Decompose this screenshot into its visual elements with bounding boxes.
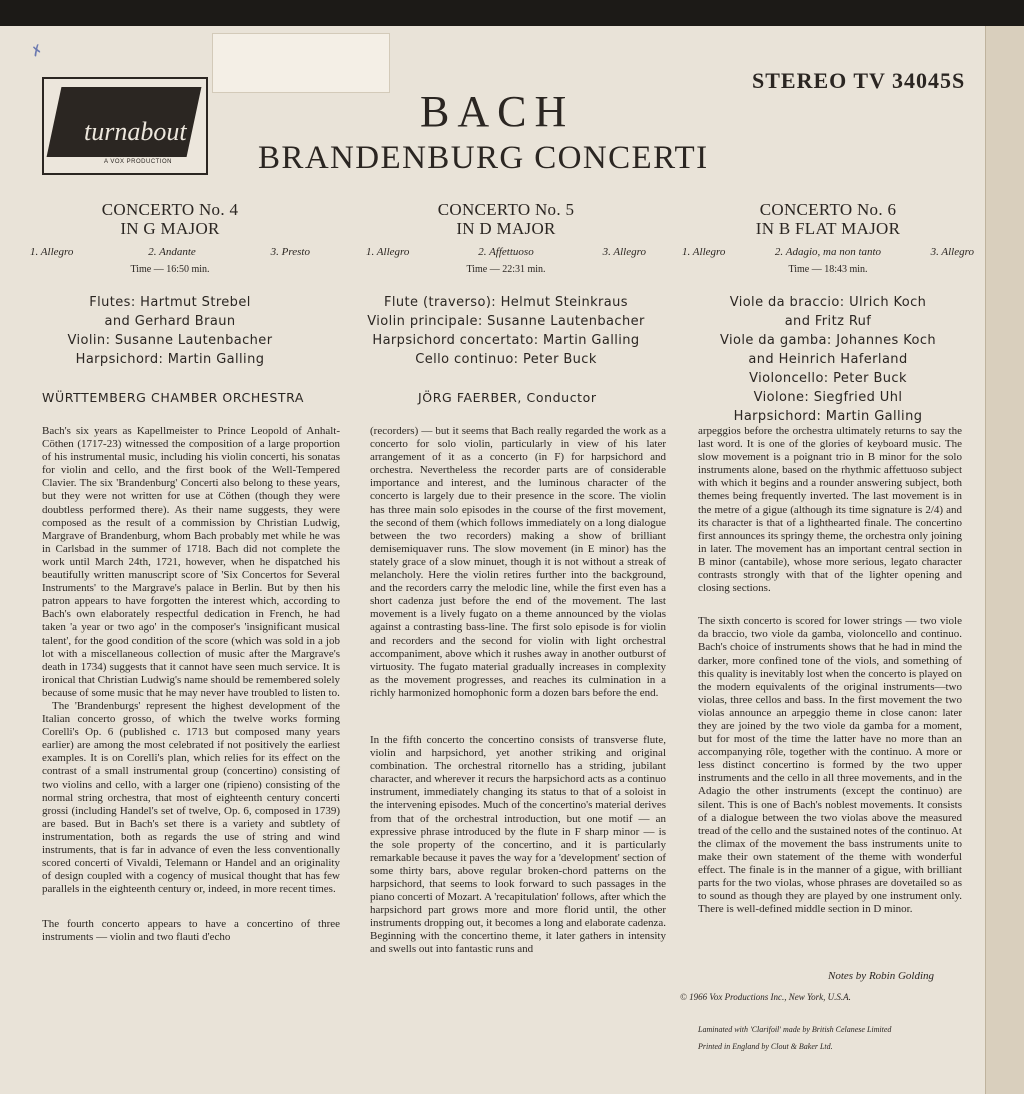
movement: 2. Andante: [148, 246, 196, 258]
movement: 2. Adagio, ma non tanto: [774, 246, 882, 258]
performer: Harpsichord: Martin Galling: [75, 352, 265, 367]
catalog-number: STEREO TV 34045S: [752, 68, 966, 93]
performer: and Heinrich Haferland: [748, 352, 908, 367]
price-sticker: [212, 33, 390, 93]
logo-subtitle: A VOX PRODUCTION: [104, 159, 173, 165]
movement-list: [356, 246, 656, 258]
performer: Violin principale: Susanne Lautenbacher: [367, 314, 645, 329]
performer: and Fritz Ruf: [784, 314, 872, 329]
performer: Viole da braccio: Ulrich Koch: [729, 295, 927, 310]
concerto-title: CONCERTO No. 6: [759, 200, 897, 219]
notes-paragraph: The 'Brandenburgs' represent the highest development of the Italian concerto grosso, of which the twelve works forming Corelli's Op. 6 (published c. 1713 but composed many years earlier) are among the most celebrated if not positively the earliest examples. It is on Corelli's plan, which relies for its effect on the contrast of a small instrumental group (concertino) consisting of two violins and cello, with a larger one (ripieno) consisting of the normal string orchestra, that most of eighteenth century concerti grossi (including Handel's set of twelve, Op. 6, composed in 1739) are based. But in Bach's set there is a variety and subtlety of instrumentation, both as regards the use of string and wind instruments, that is far in advance of even the less conventionally scored concerti of Vivaldi, Telemann or Handel and an originality of design coupled with a cogency of musical thought that has few parallels in the eighteenth century or, indeed, in more recent times.: [42, 699, 340, 896]
performer: Violoncello: Peter Buck: [749, 371, 907, 386]
notes-paragraph: The sixth concerto is scored for lower strings — two viole da braccio, two viole da gamba, violoncello and continuo. Bach's choice of instruments shows that he had in mind the darker, more confined tone of the viols, and something of this quality is inevitably lost when the concerto is played on the modern equivalents of the original instruments—two violas, three cellos and bass. In the first movement the two violas announce an arpeggio theme in close canon: later they are joined by the two viole da gamba for a moment, but for most of the time the latter have no more than an accompanying rôle, together with the continuo. A more or less distinct concertino is formed by the two upper instruments and the cello in all three movements, and in the Adagio the other instruments (except the continuo) are silent. This is one of Bach's noblest movements. It consists of a dialogue between the two violas above the measured tread of the cello and the sustained notes of the continuo. At the climax of the movement the bass instruments unite to make their own statement of the theme with wonderful effect. The finale is in the manner of a gigue, with brilliant parts for the two violas, whose phrases are dovetailed so as to sound as though they are played by one instrument only. There is well-defined middle section in D minor.: [698, 615, 962, 916]
notes-paragraph: In the fifth concerto the concertino consists of transverse flute, violin and harpsichord, yet another striking and original combination. The orchestral ritornello has a striding, jubilant character, and wherever it recurs the harpsichord acts as a continuo instrument, immediately changing its status to that of a soloist in the intervening episodes. Much of the concertino's material derives from that of the orchestral introduction, but one motif — an expressive phrase introduced by the flute in F sharp minor — is the sole property of the concertino, and it is particularly remarkable because it paves the way for a 'development' section of some thirty bars, above regular broken-chord patterns on the harpsichord, that seems to look forward to such passages in the piano concerti of Mozart. A 'recapitulation' follows, after which the harpsichord part grows more and more florid until, the other instruments dropping out, it becomes a long and elaborate cadenza. Beginning with the concertino theme, it later gathers in intensity and swells out into fantastic runs and: [370, 733, 666, 956]
lamination-credit: Laminated with 'Clarifoil' made by British Celanese Limited: [698, 1025, 892, 1034]
concerto-5-block: [356, 200, 656, 369]
notes-column-1: [42, 425, 340, 945]
concerto-key: IN B FLAT MAJOR: [755, 219, 901, 238]
concerto-title: CONCERTO No. 4: [101, 200, 239, 219]
movement: 3. Presto: [270, 246, 310, 258]
performer-list: [356, 293, 656, 369]
concerto-key: IN D MAJOR: [456, 219, 556, 238]
movement-list: [678, 246, 978, 258]
duration: Time — 16:50 min.: [130, 264, 210, 275]
notes-paragraph: arpeggios before the orchestra ultimately returns to say the last word. It is one of the glories of keyboard music. The slow movement is a poignant trio in B minor for the solo instruments alone, based on the rhythmic affettuoso subject with which it begins and a rounder answering subject, both themes being frequently inverted. The last movement is in the metre of a gigue (although its time signature is 2/4) and its character is that of a lighthearted finale. The concertino first announces its springy theme, the orchestra only joining in later. The movement has an important central section in B minor (cantabile), whose more serious, legato character contrasts strongly with that of the lighter opening and closing sections.: [698, 425, 962, 595]
performer-list: [20, 293, 320, 369]
pen-mark: ✗: [28, 41, 46, 62]
conductor-name: JÖRG FAERBER, Conductor: [418, 390, 597, 405]
concerto-6-block: [678, 200, 978, 426]
performer-list: [678, 293, 978, 426]
orchestra-name: WÜRTTEMBERG CHAMBER ORCHESTRA: [42, 390, 305, 405]
notes-paragraph: Bach's six years as Kapellmeister to Prince Leopold of Anhalt-Cöthen (1717-23) witnessed the composition of a large proportion of his instrumental music, including his violin concerti, his sonatas for violin and cello, and the first book of the Well-Tempered Clavier. The six 'Brandenburg' Concerti also belong to these years, but they were not written for use at Cöthen (though they were doubtless performed there). As their name suggests, they were composed as the result of a commission by Christian Ludwig, Margrave of Brandenburg, whom Bach probably met while he was in Carlsbad in the summer of 1718. Bach did not complete the work until March 24th, 1721, however, when he dispatched his beautifully written manuscript score of 'Six Concertos for Several Instruments' to the Margrave's palace in Berlin. But by then his patron appears to have forgotten the interest which, according to Bach's own elaborately respectful dedication in French, he had taken 'a year or two ago' in the composer's 'insignificant musical talent', for the good condition of the score (which was sold in a job lot with a miscellaneous collection of music after the Margrave's death in 1734) suggests that it cannot have seen much service. It is ironical that Christian Ludwig's name should be remembered solely because of some music that he may never have troubled to listen to.: [42, 425, 340, 699]
performer: Viole da gamba: Johannes Koch: [719, 333, 937, 348]
sleeve-edge: [985, 26, 1024, 1094]
movement: 3. Allegro: [930, 246, 974, 258]
performer: Violone: Siegfried Uhl: [753, 390, 903, 405]
logo-wordmark: turnabout: [84, 117, 187, 146]
performer: Cello continuo: Peter Buck: [415, 352, 597, 367]
movement: 1. Allegro: [366, 246, 410, 258]
concerto-4-block: [20, 200, 320, 369]
notes-paragraph: (recorders) — but it seems that Bach really regarded the work as a concerto for solo violin, particularly in view of his later arrangement of it as a concerto (in F) for harpsichord and orchestra. Nevertheless the recorder parts are of considerable importance and interest, and the luminous character of the concerto is largely due to their presence in the score. The violin has three main solo episodes in the course of the first movement, the second of them (which follows immediately on a long dialogue between the two recorders) making a show of brilliant demisemiquaver runs. The slow movement (in E minor) has the stately grace of a slow minuet, though it is not without a streak of melancholy. Here the violin retires further into the background, and the recorders carry the melodic line, while the first even has a short cadenza just before the end of the movement. The last movement is a lively fugato on a theme announced by the violas against a contrasting bass-line. The first solo episode is for violin and recorders and the second for violin with light orchestral accompaniment, above which it rushes away in another outburst of virtuosity. The fugato material gradually increases in complexity as the movement progresses, and reaches its culmination in a richly harmonized homophonic form a dozen bars before the end.: [370, 425, 666, 699]
movement: 3. Allegro: [602, 246, 646, 258]
performer: Flute (traverso): Helmut Steinkraus: [384, 295, 628, 310]
duration: Time — 18:43 min.: [788, 264, 868, 275]
movement-list: [20, 246, 320, 258]
performer: Harpsichord: Martin Galling: [733, 409, 923, 424]
performer: and Gerhard Braun: [104, 314, 236, 329]
notes-column-3: [698, 425, 962, 916]
performer: Flutes: Hartmut Strebel: [89, 295, 251, 310]
performer: Harpsichord concertato: Martin Galling: [372, 333, 640, 348]
movement: 1. Allegro: [682, 246, 726, 258]
composer-title: BACH: [420, 87, 575, 136]
concerto-key: IN G MAJOR: [120, 219, 220, 238]
printer-credit: Printed in England by Clout & Baker Ltd.: [698, 1042, 833, 1051]
movement: 2. Affettuoso: [478, 246, 534, 258]
work-title: BRANDENBURG CONCERTI: [258, 140, 709, 176]
notes-column-2: [370, 425, 666, 957]
duration: Time — 22:31 min.: [466, 264, 546, 275]
movement: 1. Allegro: [30, 246, 74, 258]
performer: Violin: Susanne Lautenbacher: [67, 333, 273, 348]
concerto-title: CONCERTO No. 5: [437, 200, 575, 219]
copyright-line: © 1966 Vox Productions Inc., New York, U.S.A.: [680, 992, 851, 1002]
notes-paragraph: The fourth concerto appears to have a concertino of three instruments — violin and two flauti d'echo: [42, 918, 340, 944]
notes-credit: Notes by Robin Golding: [828, 970, 935, 982]
turnabout-logo: [42, 77, 208, 175]
